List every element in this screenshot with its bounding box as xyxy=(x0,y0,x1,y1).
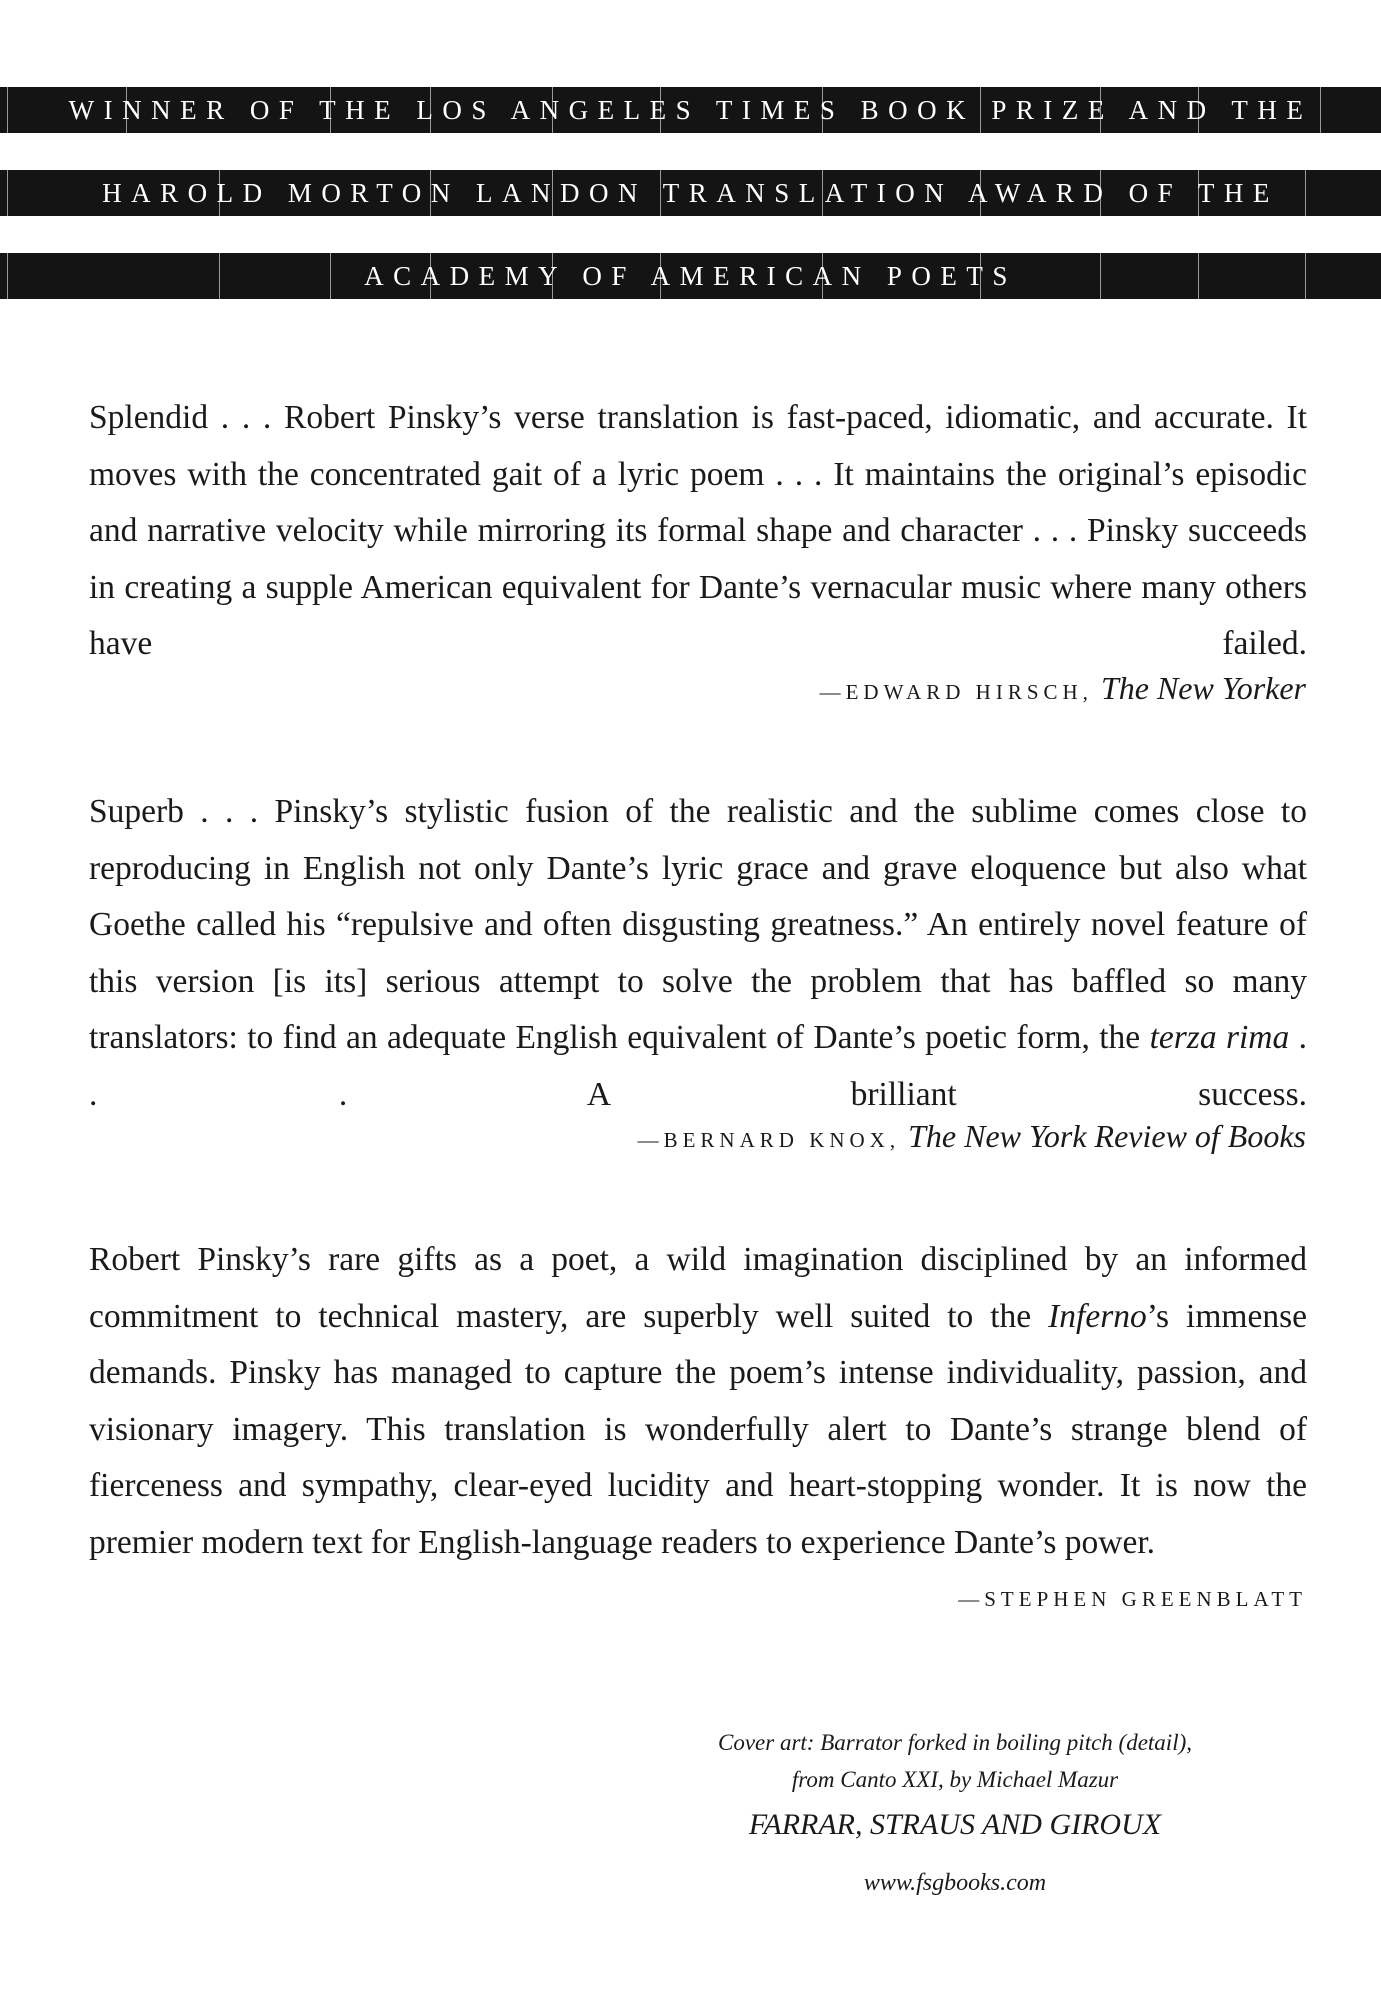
award-banner-line-2 xyxy=(0,170,1381,216)
award-banner-line-1 xyxy=(0,87,1381,133)
quote-3-author: —STEPHEN GREENBLATT xyxy=(958,1587,1307,1611)
cover-art-credit xyxy=(640,1724,1270,1798)
quote-3-text-b: ’s immense demands. Pinsky has managed to capture the poem’s intense individuality, passion, and visionary imagery. This translation is wonderfully alert to Dante’s strange blend of fierceness and sympathy, clear-eyed lucidity and heart-stopping wonder. It is now the premier modern text for English-language readers to experience Dante’s power. xyxy=(89,1297,1307,1561)
quote-1-text: Splendid . . . Robert Pinsky’s verse translation is fast-paced, idiomatic, and accurate. It moves with the concentrated gait of a lyric poem . . . It maintains the original’s episodic and narrative velocity while mirroring its formal shape and character . . . Pinsky succeeds in creating a supple American equivalent for Dante’s vernacular music where many others have failed. xyxy=(89,399,1307,662)
review-quote-2 xyxy=(89,784,1307,1123)
quote-1-source: The New Yorker xyxy=(1100,670,1306,706)
banner-text-2: HAROLD MORTON LANDON TRANSLATION AWARD OF THE xyxy=(102,177,1279,208)
quote-3-italic: Inferno xyxy=(1048,1297,1147,1335)
banner-text-1: WINNER OF THE LOS ANGELES TIMES BOOK PRIZE AND THE xyxy=(68,94,1313,125)
banner-text-3: ACADEMY OF AMERICAN POETS xyxy=(364,260,1017,291)
quote-1-author: —EDWARD HIRSCH, xyxy=(819,680,1093,704)
award-banner-line-3 xyxy=(0,253,1381,299)
cover-art-line-1: Cover art: Barrator forked in boiling pitch (detail), xyxy=(717,1730,1192,1755)
quote-2-author: —BERNARD KNOX, xyxy=(637,1128,901,1152)
cover-art-line-2: from Canto XXI, by Michael Mazur xyxy=(791,1767,1119,1792)
quote-2-text-b: . . . A brilliant success. xyxy=(89,1019,1308,1113)
quote-1-attribution xyxy=(820,670,1306,707)
publisher-name: FARRAR, STRAUS AND GIROUX xyxy=(748,1808,1162,1841)
quote-3-text-a: Robert Pinsky’s rare gifts as a poet, a wild imagination disciplined by an informed commitment to technical mastery, are superbly well suited to the xyxy=(89,1241,1307,1335)
quote-2-source: The New York Review of Books xyxy=(908,1118,1306,1154)
review-quote-3 xyxy=(89,1232,1307,1628)
review-quote-1 xyxy=(89,390,1307,673)
quote-2-text-a: Superb . . . Pinsky’s stylistic fusion of the realistic and the sublime comes close to reproducing in English not only Dante’s lyric grace and grave eloquence but also what Goethe called his “repulsive and often disgusting greatness.” An entirely novel feature of this version [is its] serious attempt to solve the problem that has baffled so many translators: to find an adequate English equivalent of Dante’s poetic form, the xyxy=(89,793,1307,1056)
quote-2-italic: terza rima xyxy=(1149,1019,1290,1056)
quote-2-attribution xyxy=(638,1118,1306,1155)
publisher-website: www.fsgbooks.com xyxy=(863,1870,1047,1896)
